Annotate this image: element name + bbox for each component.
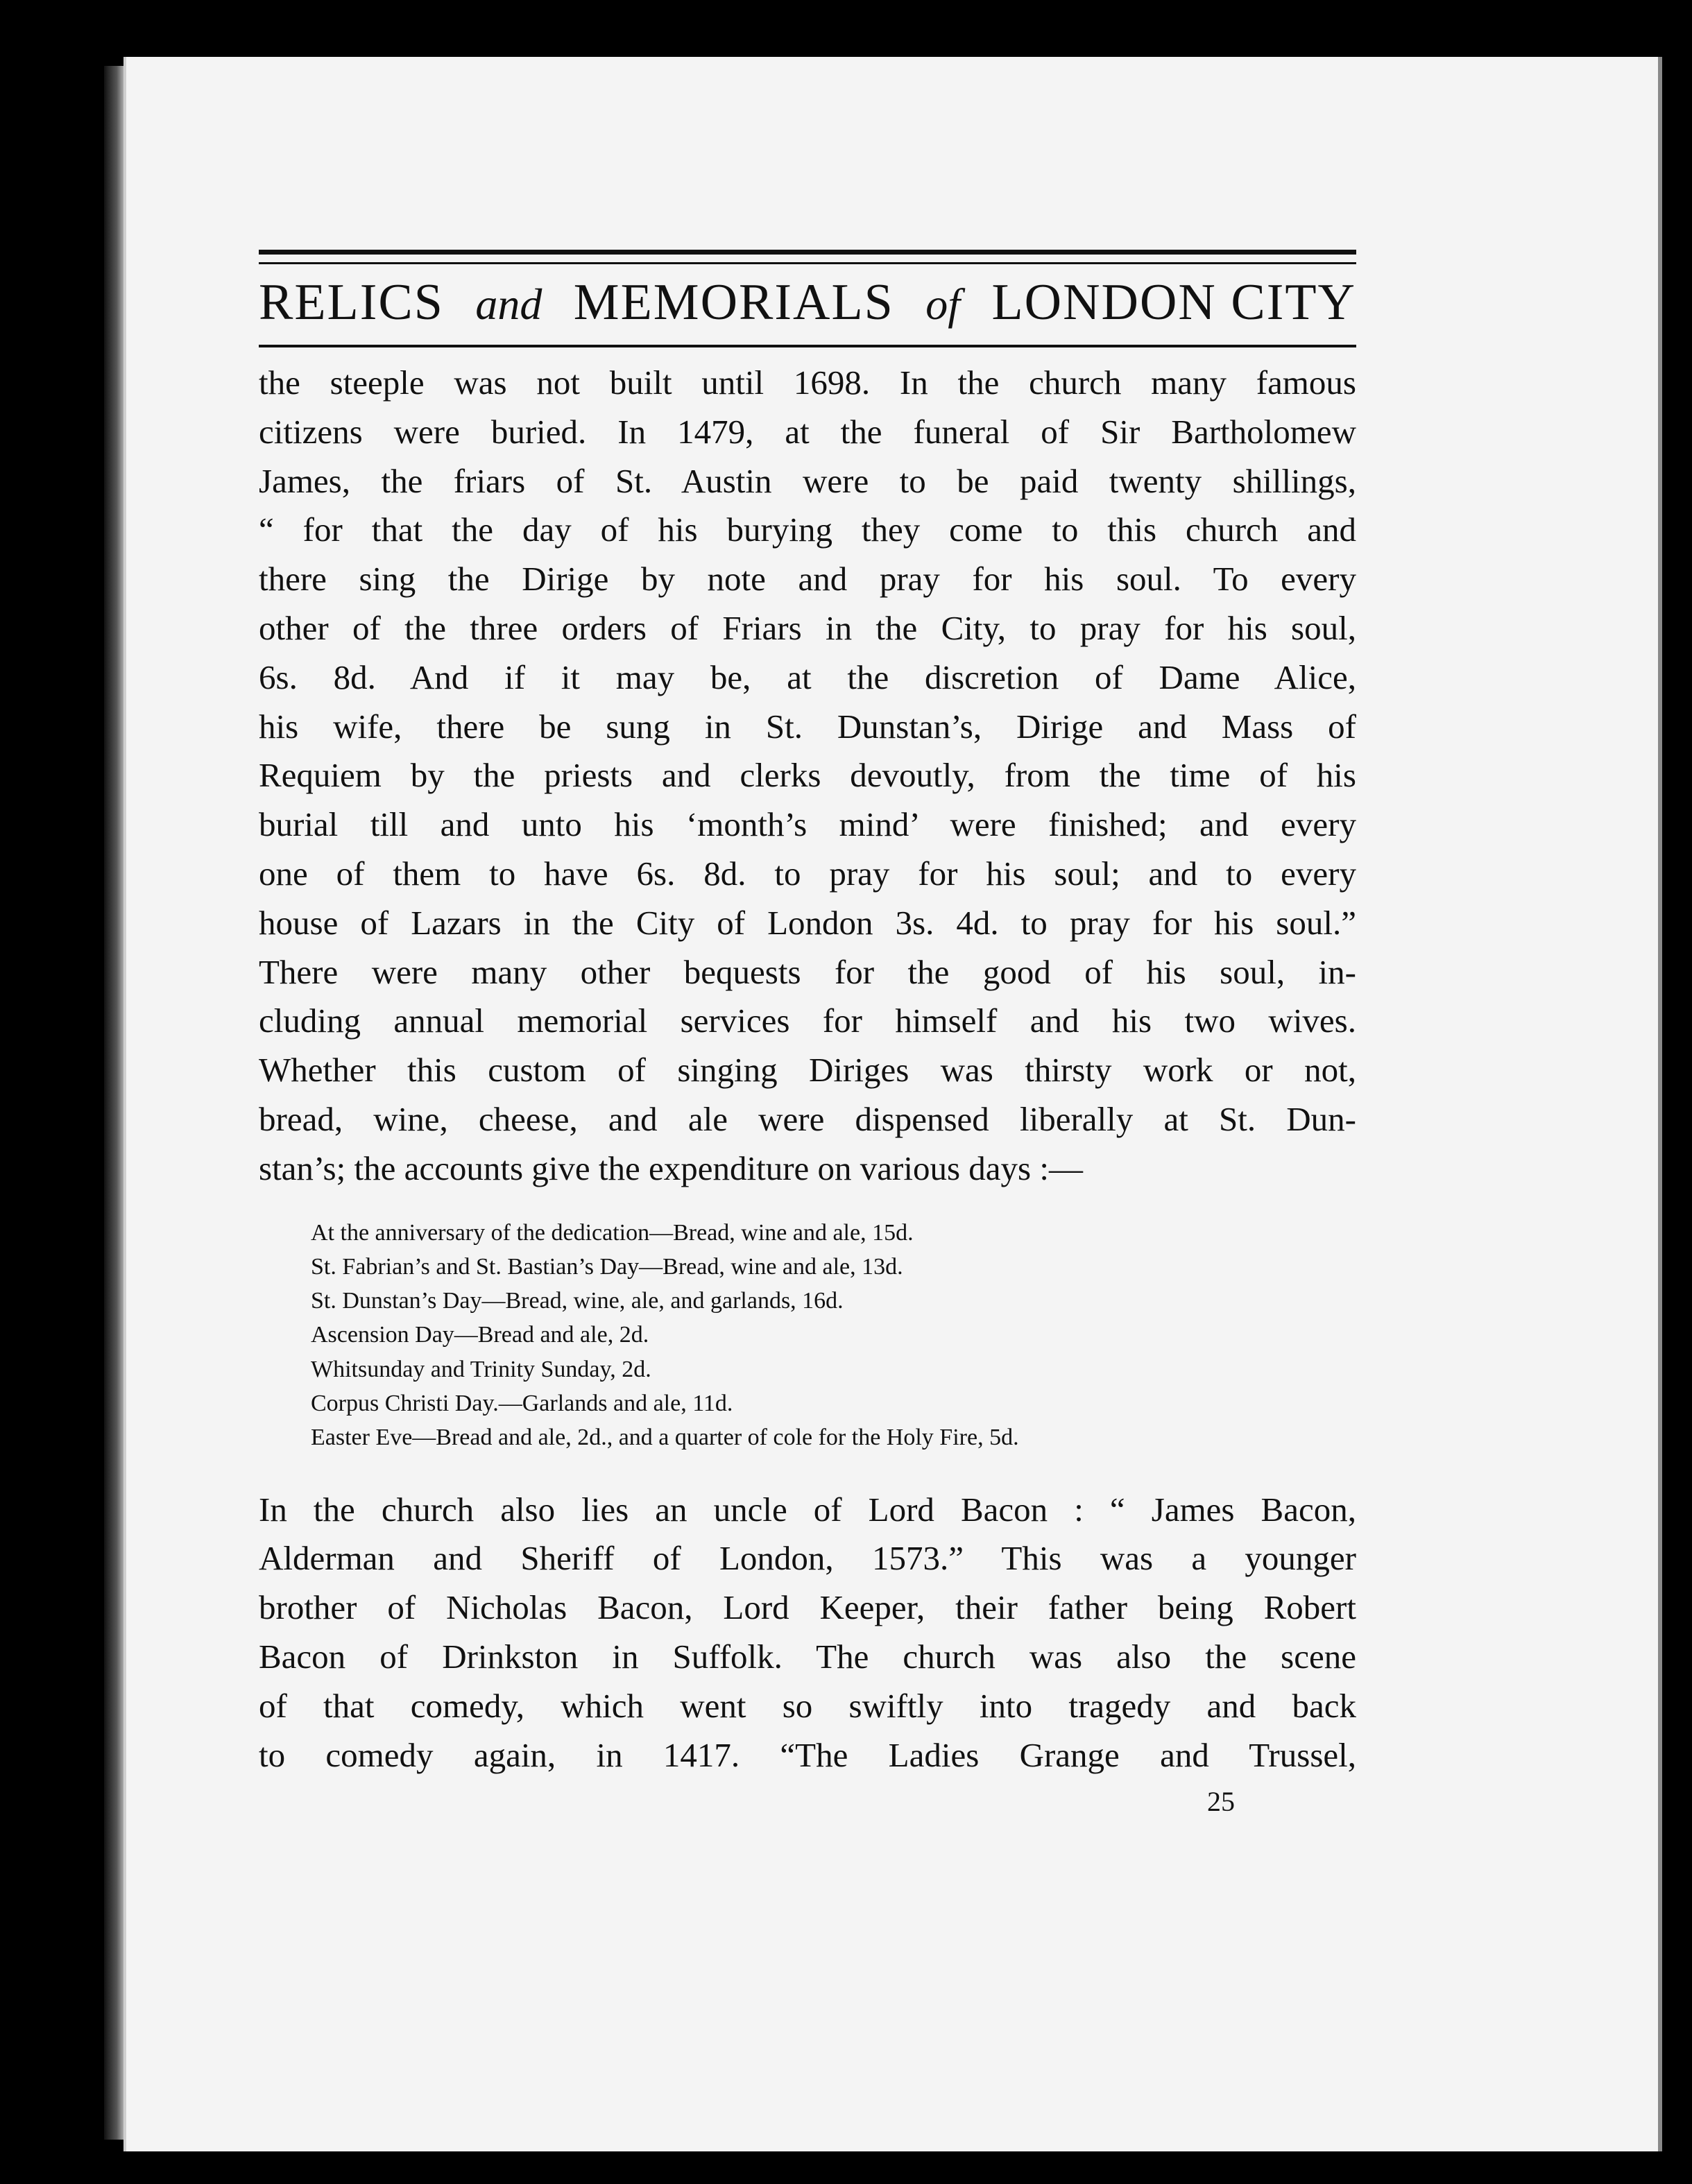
text-line: 6s. 8d. And if it may be, at the discretion of Dame Alice, <box>259 657 1356 696</box>
text-line: other of the three orders of Friars in the City, to pray for his soul, <box>259 608 1356 647</box>
text-line: Alderman and Sheriff of London, 1573.” This was a younger <box>259 1539 1356 1578</box>
running-head-relics: RELICS <box>259 274 444 331</box>
header-rule-thick <box>259 250 1356 255</box>
text-line: of that comedy, which went so swiftly into tragedy and back <box>259 1686 1356 1725</box>
page-gutter-shadow <box>104 66 125 2140</box>
page-number: 25 <box>1207 1786 1235 1818</box>
running-head-london-city: LONDON CITY <box>991 274 1356 331</box>
expenditure-list <box>259 1216 1356 1455</box>
expenditure-item: Ascension Day—Bread and ale, 2d. <box>311 1322 649 1348</box>
expenditure-item: St. Fabrian’s and St. Bastian’s Day—Bread, wine and ale, 13d. <box>311 1253 903 1280</box>
page-content <box>259 250 1356 1816</box>
text-line: his wife, there be sung in St. Dunstan’s, Dirige and Mass of <box>259 707 1356 746</box>
paragraph-1 <box>259 359 1356 1194</box>
text-line: Requiem by the priests and clerks devoutly, from the time of his <box>259 756 1356 795</box>
text-line: bread, wine, cheese, and ale were dispensed liberally at St. Dun- <box>259 1099 1356 1138</box>
text-line: to comedy again, in 1417. “The Ladies Grange and Trussel, <box>259 1735 1356 1774</box>
running-head-and: and <box>475 280 542 329</box>
text-line: one of them to have 6s. 8d. to pray for his soul; and to every <box>259 854 1356 893</box>
text-line: citizens were buried. In 1479, at the funeral of Sir Bartholomew <box>259 412 1356 451</box>
header-rule-under <box>259 345 1356 347</box>
text-line: stan’s; the accounts give the expenditure on various days :— <box>259 1149 1083 1187</box>
expenditure-item: Whitsunday and Trinity Sunday, 2d. <box>311 1356 651 1382</box>
expenditure-item: Easter Eve—Bread and ale, 2d., and a quarter of cole for the Holy Fire, 5d. <box>311 1425 1019 1451</box>
running-head-of: of <box>925 280 961 329</box>
text-line: cluding annual memorial services for himself and his two wives. <box>259 1001 1356 1040</box>
text-line: brother of Nicholas Bacon, Lord Keeper, their father being Robert <box>259 1588 1356 1627</box>
text-line: burial till and unto his ‘month’s mind’ were finished; and every <box>259 805 1356 844</box>
text-line: “ for that the day of his burying they come to this church and <box>259 510 1356 549</box>
text-line: the steeple was not built until 1698. In the church many famous <box>259 363 1356 402</box>
header-rule-thin <box>259 262 1356 264</box>
running-head-memorials: MEMORIALS <box>573 274 894 331</box>
text-line: James, the friars of St. Austin were to be paid twenty shillings, <box>259 461 1356 500</box>
text-line: there sing the Dirige by note and pray for his soul. To every <box>259 560 1356 599</box>
expenditure-item: St. Dunstan’s Day—Bread, wine, ale, and garlands, 16d. <box>311 1288 844 1314</box>
text-line: Whether this custom of singing Diriges was thirsty work or not, <box>259 1051 1356 1090</box>
running-head <box>259 274 1356 331</box>
paragraph-2 <box>259 1486 1356 1780</box>
text-line: In the church also lies an uncle of Lord Bacon : “ James Bacon, <box>259 1490 1356 1529</box>
text-line: house of Lazars in the City of London 3s. 4d. to pray for his soul.” <box>259 903 1356 942</box>
expenditure-item: Corpus Christi Day.—Garlands and ale, 11d. <box>311 1391 733 1417</box>
expenditure-item: At the anniversary of the dedication—Bread, wine and ale, 15d. <box>311 1219 914 1246</box>
text-line: There were many other bequests for the good of his soul, in- <box>259 952 1356 991</box>
text-line: Bacon of Drinkston in Suffolk. The church was also the scene <box>259 1637 1356 1676</box>
